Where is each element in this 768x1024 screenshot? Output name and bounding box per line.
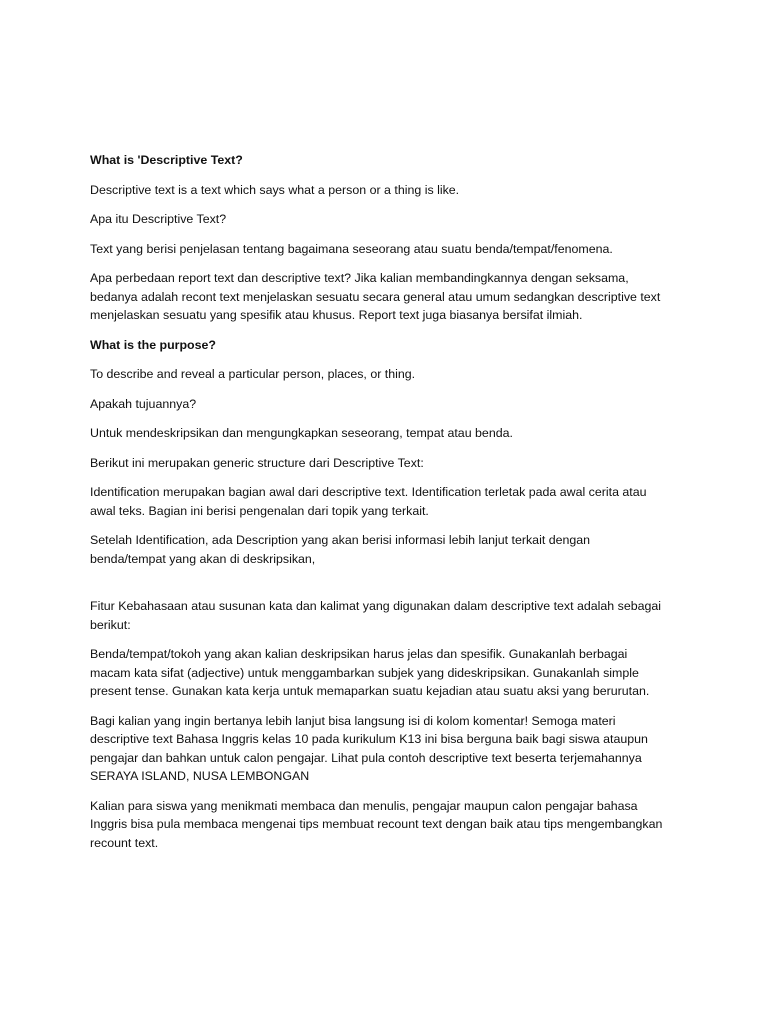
definition-en: Descriptive text is a text which says what a person or a thing is like.	[90, 182, 460, 197]
closing-paragraph	[90, 797, 680, 853]
features-detail-paragraph	[90, 645, 680, 701]
paragraph-line: macam kata sifat (adjective) untuk menggambarkan subjek yang dideskripsikan. Gunakanlah simple	[90, 665, 639, 680]
paragraph-line: menjelaskan sesuatu yang spesifik atau khusus. Report text juga biasanya bersifat ilmiah.	[90, 308, 583, 322]
paragraph-line: descriptive text Bahasa Inggris kelas 10 pada kurikulum K13 ini bisa berguna baik bagi siswa ataupun	[90, 732, 648, 746]
paragraph-line: Fitur Kebahasaan atau susunan kata dan kalimat yang digunakan dalam descriptive text adalah sebagai	[90, 599, 662, 613]
paragraph-line: pengajar dan bahkan untuk calon pengajar. Lihat pula contoh descriptive text beserta terjemahannya	[90, 750, 642, 765]
heading-what-is: What is 'Descriptive Text?	[90, 153, 243, 167]
paragraph-line: Setelah Identification, ada Description yang akan berisi informasi lebih lanjut terkait dengan	[90, 533, 591, 547]
features-paragraph	[90, 597, 680, 634]
paragraph-line: awal teks. Bagian ini berisi pengenalan dari topik yang terkait.	[90, 503, 429, 518]
paragraph-line: benda/tempat yang akan di deskripsikan,	[90, 551, 316, 566]
identification-paragraph	[90, 483, 680, 520]
paragraph-line: Bagi kalian yang ingin bertanya lebih lanjut bisa langsung isi di kolom komentar! Semoga materi	[90, 713, 616, 728]
paragraph-line: berikut:	[90, 617, 131, 632]
paragraph-line: present tense. Gunakan kata kerja untuk memaparkan suatu kejadian atau suatu aksi yang berurutan.	[90, 684, 650, 698]
comment-paragraph	[90, 712, 680, 786]
blank-line	[90, 579, 680, 597]
purpose-question-id: Apakah tujuannya?	[90, 396, 197, 411]
purpose-id: Untuk mendeskripsikan dan mengungkapkan seseorang, tempat atau benda.	[90, 426, 513, 440]
difference-paragraph	[90, 269, 680, 325]
paragraph-line: Inggris bisa pula membaca mengenai tips membuat recount text dengan baik atau tips mengembangkan	[90, 817, 663, 831]
structure-intro: Berikut ini merupakan generic structure dari Descriptive Text:	[90, 455, 424, 470]
paragraph-line: Identification merupakan bagian awal dari descriptive text. Identification terletak pada awal cerita atau	[90, 485, 647, 499]
heading-purpose: What is the purpose?	[90, 337, 216, 352]
definition-id: Text yang berisi penjelasan tentang bagaimana seseorang atau suatu benda/tempat/fenomena.	[90, 241, 613, 256]
purpose-en: To describe and reveal a particular person, places, or thing.	[90, 367, 416, 381]
paragraph-line: Apa perbedaan report text dan descriptive text? Jika kalian membandingkannya dengan seksama,	[90, 271, 629, 285]
paragraph-line: SERAYA ISLAND, NUSA LEMBONGAN	[90, 769, 310, 783]
paragraph-line: bedanya adalah recont text menjelaskan sesuatu secara general atau umum sedangkan descriptive text	[90, 289, 661, 304]
document-body	[90, 151, 680, 863]
paragraph-line: Benda/tempat/tokoh yang akan kalian deskripsikan harus jelas dan spesifik. Gunakanlah berbagai	[90, 647, 628, 661]
question-id: Apa itu Descriptive Text?	[90, 212, 227, 226]
paragraph-line: recount text.	[90, 835, 159, 850]
description-paragraph	[90, 531, 680, 568]
paragraph-line: Kalian para siswa yang menikmati membaca dan menulis, pengajar maupun calon pengajar bahasa	[90, 798, 638, 813]
